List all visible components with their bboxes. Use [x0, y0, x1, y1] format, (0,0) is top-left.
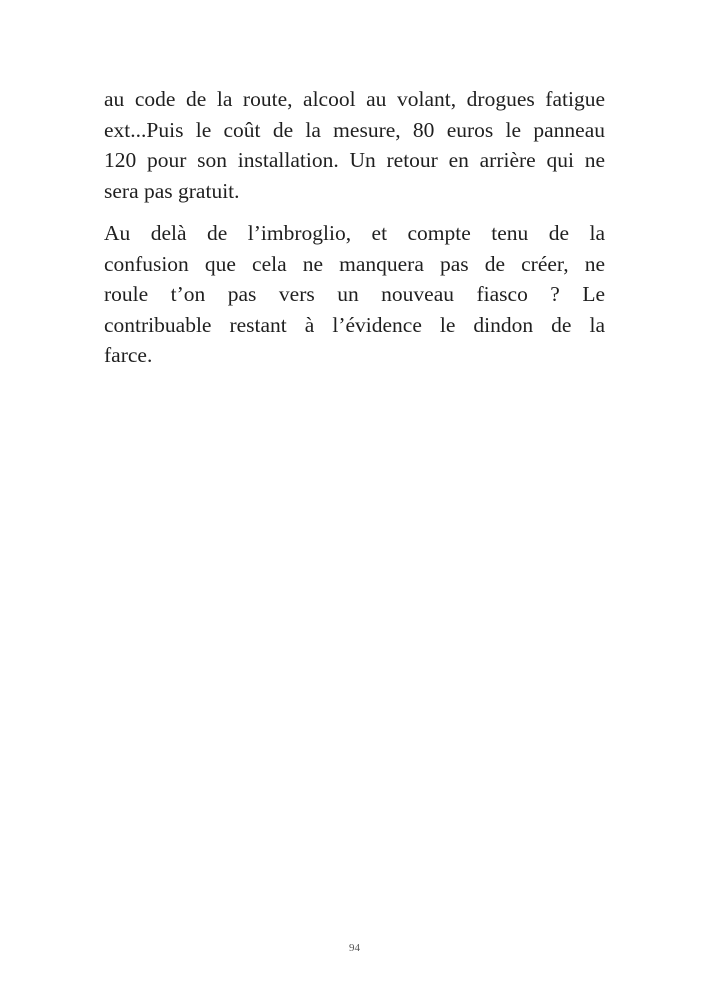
- paragraph-1: [104, 84, 605, 206]
- text-line: Au delà de l’imbroglio, et compte tenu de la: [104, 221, 605, 245]
- text-line: sera pas gratuit.: [104, 178, 240, 203]
- text-line: farce.: [104, 343, 153, 367]
- text-line: confusion que cela ne manquera pas de créer, ne: [104, 251, 605, 276]
- page-number: 94: [349, 942, 360, 954]
- text-line: ext...Puis le coût de la mesure, 80 euros le panneau: [104, 117, 605, 142]
- text-line: contribuable restant à l’évidence le dindon de la: [104, 312, 605, 337]
- text-line: 120 pour son installation. Un retour en arrière qui ne: [104, 148, 605, 172]
- text-line: au code de la route, alcool au volant, drogues fatigue: [104, 87, 605, 111]
- text-line: roule t’on pas vers un nouveau fiasco ? Le: [104, 282, 605, 306]
- page-body: [104, 84, 605, 383]
- paragraph-2: [104, 218, 605, 371]
